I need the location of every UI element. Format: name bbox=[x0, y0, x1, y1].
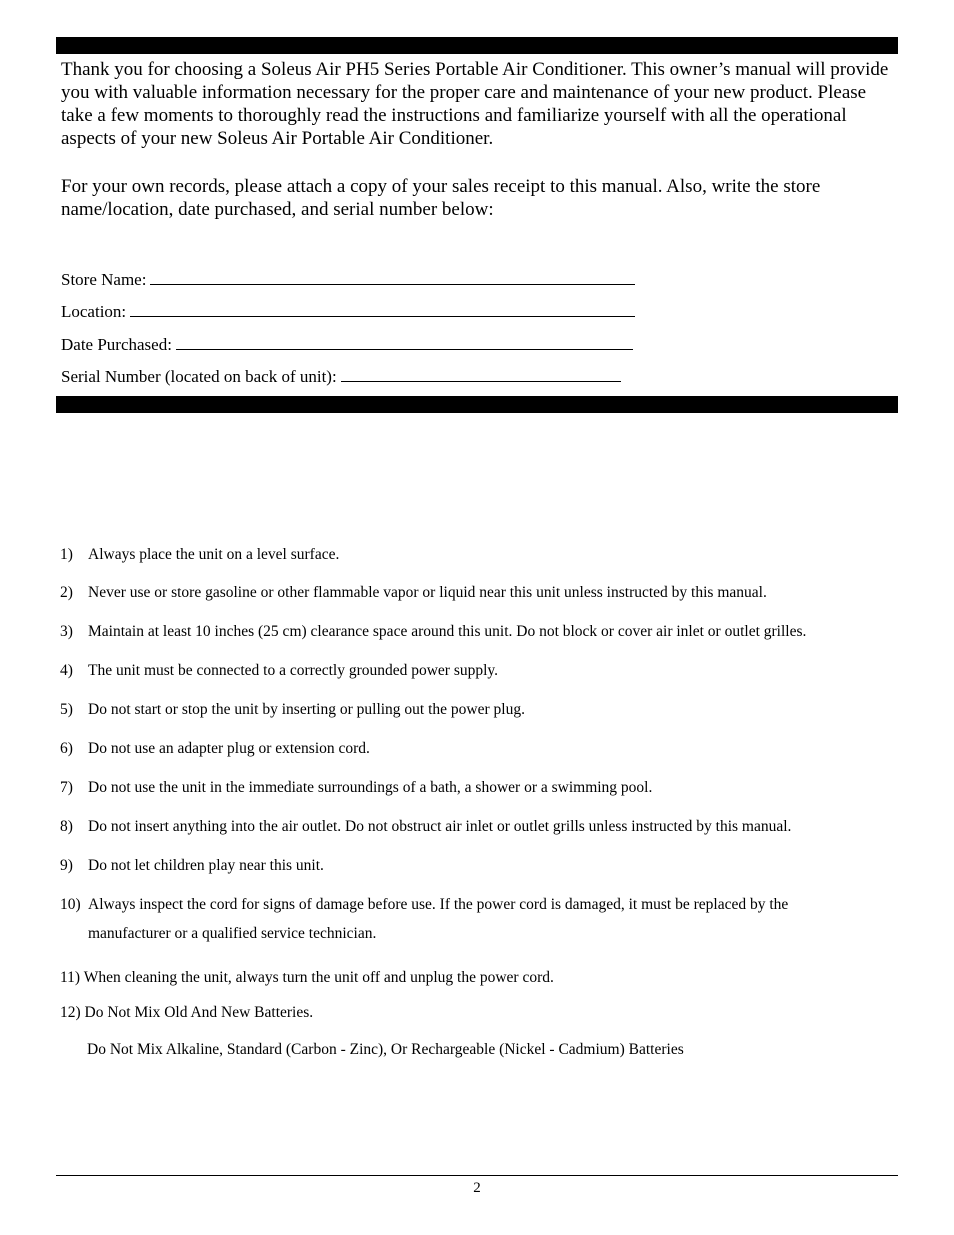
list-item: 3) Maintain at least 10 inches (25 cm) clearance space around this unit. Do not block or cover air inlet or outlet grilles. bbox=[60, 623, 807, 640]
section-divider-bar bbox=[56, 396, 898, 413]
list-item: 10) Always inspect the cord for signs of damage before use. If the power cord is damaged, it must be replaced by the bbox=[60, 896, 789, 913]
list-item: 9) Do not let children play near this unit. bbox=[60, 857, 324, 874]
list-item: 4) The unit must be connected to a correctly grounded power supply. bbox=[60, 662, 499, 679]
top-header-bar bbox=[56, 37, 898, 54]
store-name-field bbox=[61, 269, 635, 290]
page-number: 2 bbox=[473, 1180, 481, 1196]
list-item: 6) Do not use an adapter plug or extension cord. bbox=[60, 740, 370, 757]
store-name-blank-line bbox=[150, 269, 635, 285]
list-item-continuation: manufacturer or a qualified service technician. bbox=[88, 925, 377, 942]
records-paragraph: For your own records, please attach a copy of your sales receipt to this manual. Also, write the store name/location, date purchased, and serial number below: bbox=[61, 176, 821, 220]
serial-number-blank-line bbox=[341, 366, 621, 382]
list-item: 7) Do not use the unit in the immediate surroundings of a bath, a shower or a swimming pool. bbox=[60, 779, 653, 796]
list-item: 8) Do not insert anything into the air outlet. Do not obstruct air inlet or outlet grills unless instructed by this manual. bbox=[60, 818, 792, 835]
list-item-continuation: Do Not Mix Alkaline, Standard (Carbon - Zinc), Or Rechargeable (Nickel - Cadmium) Batteries bbox=[87, 1041, 684, 1058]
date-purchased-blank-line bbox=[176, 334, 633, 350]
serial-number-label: Serial Number (located on back of unit): bbox=[61, 367, 337, 386]
list-item: 12) Do Not Mix Old And New Batteries. bbox=[60, 1004, 314, 1021]
location-label: Location: bbox=[61, 302, 127, 321]
list-item: 11) When cleaning the unit, always turn the unit off and unplug the power cord. bbox=[60, 969, 554, 986]
list-item: 1) Always place the unit on a level surface. bbox=[60, 546, 340, 563]
store-name-label: Store Name: bbox=[61, 270, 147, 289]
location-field bbox=[61, 301, 635, 322]
date-purchased-label: Date Purchased: bbox=[61, 335, 172, 354]
list-item: 5) Do not start or stop the unit by inserting or pulling out the power plug. bbox=[60, 701, 525, 718]
serial-number-field bbox=[61, 366, 621, 387]
footer-rule bbox=[56, 1175, 898, 1176]
intro-paragraph: Thank you for choosing a Soleus Air PH5 Series Portable Air Conditioner. This owner’s manual will provide you with valuable information necessary for the proper care and maintenance of your new product. Please take a few moments to thoroughly read the instructions and familiarize yourself with all the operational aspects of your new Soleus Air Portable Air Conditioner. bbox=[61, 59, 889, 149]
list-item: 2) Never use or store gasoline or other flammable vapor or liquid near this unit unless instructed by this manual. bbox=[60, 584, 767, 601]
date-purchased-field bbox=[61, 334, 633, 355]
location-blank-line bbox=[130, 301, 635, 317]
